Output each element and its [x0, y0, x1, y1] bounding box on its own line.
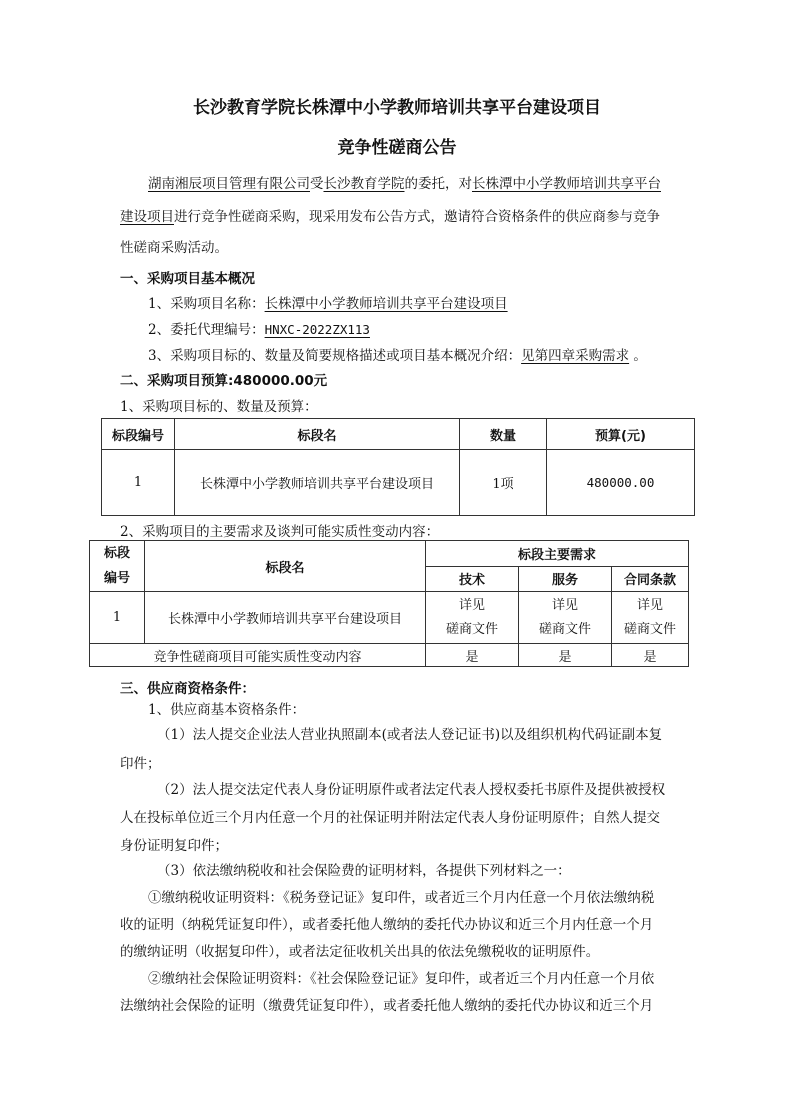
req-cell-service-line2: 磋商文件	[538, 621, 591, 637]
req-cell-no: 1	[90, 592, 145, 644]
section3-sub1: 1、供应商基本资格条件：	[148, 702, 306, 718]
req-cell-tech-line1: 详见	[458, 597, 485, 613]
para2-line1: （2）法人提交法定代表人身份证明原件或者法定代表人授权委托书原件及提供被授权	[157, 782, 666, 798]
para2-line3: 身份证明复印件；	[120, 838, 228, 854]
req-header-requirements: 标段主要需求	[426, 541, 689, 567]
section2-heading: 二、采购项目预算:480000.00元	[120, 373, 328, 389]
req-cell-contract	[612, 592, 689, 644]
req-header-service: 服务	[519, 566, 612, 592]
section1-heading: 一、采购项目基本概况	[120, 271, 255, 287]
para1-line1: （1）法人提交企业法人营业执照副本(或者法人登记证书)以及组织机构代码证副本复	[157, 727, 663, 743]
req-header-no	[90, 541, 145, 592]
document-subtitle: 竞争性磋商公告	[337, 138, 457, 158]
intro-line-2	[120, 205, 660, 225]
req-cell-contract-line2: 磋商文件	[623, 621, 676, 637]
section2-sub1: 1、采购项目标的、数量及预算：	[120, 399, 318, 415]
client-name: 长沙教育学院	[323, 176, 405, 192]
project-name-part1: 长株潭中小学教师培训共享平台	[472, 176, 661, 192]
para3-line1: （3）依法缴纳税收和社会保险费的证明材料，各提供下列材料之一：	[157, 863, 571, 879]
budget-header-no: 标段编号	[102, 419, 175, 450]
section1-item3	[148, 344, 647, 364]
budget-header-qty: 数量	[460, 419, 547, 450]
section1-item1	[148, 292, 508, 312]
req-header-no-line2: 编号	[103, 571, 130, 586]
document-title: 长沙教育学院长株潭中小学教师培训共享平台建设项目	[193, 98, 601, 118]
req-header-name: 标段名	[145, 541, 426, 592]
budget-header-name: 标段名	[175, 419, 460, 450]
budget-cell-no: 1	[102, 450, 175, 516]
req-header-tech: 技术	[426, 566, 519, 592]
budget-header-amount: 预算(元)	[547, 419, 695, 450]
item3-end: 。	[629, 348, 647, 364]
req-cell-contract-line1: 详见	[636, 597, 663, 613]
section3-heading: 三、供应商资格条件：	[120, 681, 255, 697]
para5-line1: ②缴纳社会保险证明资料：《社会保险登记证》复印件，或者近三个月内任意一个月依	[148, 971, 655, 987]
req-header-no-line1: 标段	[103, 546, 130, 561]
req-change-contract: 是	[612, 644, 689, 667]
section1-item2	[148, 318, 370, 338]
intro-line-1	[148, 172, 661, 192]
req-header-contract: 合同条款	[612, 566, 689, 592]
para1-line2: 印件；	[120, 756, 161, 772]
item3-value: 见第四章采购需求	[521, 348, 630, 364]
item2-label: 2、委托代理编号：	[148, 322, 265, 338]
budget-table	[101, 418, 695, 516]
item2-value: HNXC-2022ZX113	[264, 322, 370, 337]
req-cell-name: 长株潭中小学教师培训共享平台建设项目	[145, 592, 426, 644]
req-cell-service-line1: 详见	[551, 597, 578, 613]
intro-text-2: 的委托，对	[404, 176, 472, 192]
para4-line2: 收的证明（纳税凭证复印件），或者委托他人缴纳的委托代办协议和近三个月内任意一个月	[120, 917, 654, 933]
para5-line2: 法缴纳社会保险的证明（缴费凭证复印件），或者委托他人缴纳的委托代办协议和近三个月	[120, 998, 654, 1014]
requirements-table	[89, 540, 689, 667]
req-change-tech: 是	[426, 644, 519, 667]
intro-text-3: 进行竞争性磋商采购，现采用发布公告方式，邀请符合资格条件的供应商参与竞争	[174, 209, 660, 225]
section2-sub2: 2、采购项目的主要需求及谈判可能实质性变动内容：	[120, 524, 440, 540]
intro-text-1: 受	[310, 176, 324, 192]
para4-line3: 的缴纳证明（收据复印件），或者法定征收机关出具的依法免缴税收的证明原件。	[120, 944, 600, 960]
intro-line-3: 性磋商采购活动。	[120, 240, 228, 256]
req-cell-tech-line2: 磋商文件	[445, 621, 498, 637]
project-name-part2: 建设项目	[120, 209, 174, 225]
req-change-service: 是	[519, 644, 612, 667]
req-cell-tech	[426, 592, 519, 644]
para4-line1: ①缴纳税收证明资料：《税务登记证》复印件，或者近三个月内任意一个月依法缴纳税	[148, 890, 655, 906]
para2-line2: 人在投标单位近三个月内任意一个月的社保证明并附法定代表人身份证明原件；自然人提交	[120, 810, 660, 826]
item3-label: 3、采购项目标的、数量及简要规格描述或项目基本概况介绍：	[148, 348, 522, 364]
req-change-label: 竞争性磋商项目可能实质性变动内容	[90, 644, 426, 667]
item1-value: 长株潭中小学教师培训共享平台建设项目	[264, 296, 508, 312]
req-cell-service	[519, 592, 612, 644]
budget-cell-name: 长株潭中小学教师培训共享平台建设项目	[175, 450, 460, 516]
budget-cell-qty: 1项	[460, 450, 547, 516]
item1-label: 1、采购项目名称：	[148, 296, 265, 312]
budget-cell-amount: 480000.00	[547, 450, 695, 516]
agency-name: 湖南湘辰项目管理有限公司	[148, 176, 310, 192]
